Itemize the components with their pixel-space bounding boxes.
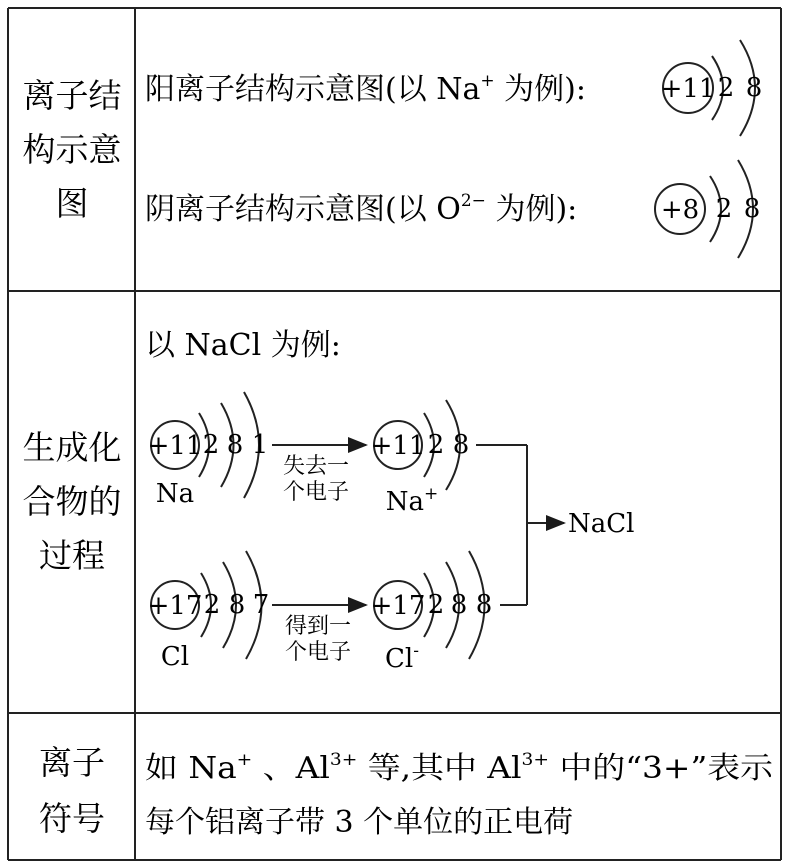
cation-nucleus-charge: +11: [660, 74, 716, 104]
na-atom-shell-2-count: 8: [226, 430, 244, 460]
cation-caption: [145, 71, 586, 107]
cl-atom-shell-2-count: 8: [228, 590, 246, 620]
na-atom-diagram: [148, 392, 269, 509]
cl-atom-label: Cl: [160, 642, 190, 672]
formation-header-line-2: 合物的: [22, 482, 122, 521]
anion-caption-charge: 2−: [460, 191, 486, 211]
anion-shell-2-count: 8: [743, 194, 761, 224]
cl-arrow-label-line-2: 个电子: [284, 640, 352, 665]
cl-ion-diagram: [371, 551, 493, 674]
cl-ion-shell-2-count: 8: [450, 590, 468, 620]
cl-ion-label: [385, 641, 419, 674]
na-ion-diagram: [371, 400, 470, 517]
cl-atom-diagram: [148, 551, 270, 672]
symbol-description-line-1: [145, 750, 774, 786]
symbol-line1-part4: 中的“3+”表示: [549, 751, 754, 786]
structure-header-line-2: 构示意: [22, 130, 122, 169]
cation-caption-prefix: 阳离子结构示意图(以 Na: [145, 72, 481, 107]
symbol-line1-al-charge-2: 3+: [521, 750, 547, 770]
row-symbol: [39, 743, 774, 840]
formation-header-line-1: 生成化: [22, 428, 122, 467]
structure-header-line-1: 离子结: [22, 76, 122, 115]
anion-caption-prefix: 阴离子结构示意图(以 O: [145, 192, 461, 227]
symbol-header-line-1: 离子: [39, 743, 105, 782]
symbol-header-line-2: 符号: [39, 799, 105, 838]
symbol-description-line-2: 每个铝离子带 3 个单位的正电荷: [145, 805, 574, 840]
symbol-line1-part1: 如 Na: [145, 751, 229, 786]
cl-atom-nucleus-charge: +17: [147, 591, 203, 621]
na-atom-nucleus-charge: +11: [147, 431, 203, 461]
anion-caption-suffix: 为例):: [485, 192, 578, 227]
anion-nucleus-charge: +8: [660, 195, 700, 225]
na-ion-shell-2-count: 8: [452, 430, 470, 460]
symbol-line1-part3: 等,其中 Al: [357, 751, 508, 786]
cl-ion-shell-3-count: 8: [475, 590, 493, 620]
cl-atom-shell-3-count: 7: [252, 590, 270, 620]
cl-ion-label-symbol: Cl: [385, 644, 414, 674]
symbol-line1-part2: 、Al: [252, 751, 324, 786]
formation-intro: 以 NaCl 为例:: [145, 328, 341, 363]
cl-ion-nucleus-charge: +17: [370, 591, 426, 621]
na-ion-label: [386, 484, 439, 517]
cation-caption-suffix: 为例):: [494, 72, 586, 107]
na-arrow-label-line-1: 失去一: [282, 454, 350, 479]
cl-ion-shell-1-count: 2: [427, 590, 445, 620]
na-ion-label-symbol: Na: [385, 487, 425, 517]
symbol-line1-al-charge: 3+: [329, 750, 355, 770]
anion-caption: [145, 191, 577, 227]
cl-atom-shell-1-count: 2: [203, 590, 221, 620]
anion-shell-1-count: 2: [715, 194, 733, 224]
na-atom-label: Na: [155, 479, 195, 509]
symbol-line1-na-charge: +: [236, 750, 251, 770]
combine-bracket: [476, 445, 564, 605]
anion-structure-diagram: [655, 160, 760, 258]
cl-arrow-label-line-1: 得到一: [284, 614, 352, 639]
na-ion-label-charge: +: [424, 484, 439, 504]
na-ion-shell-1-count: 2: [427, 430, 445, 460]
na-atom-shell-1-count: 2: [202, 430, 220, 460]
cation-shell-2-count: 8: [745, 73, 763, 103]
formation-header-line-3: 过程: [39, 536, 105, 575]
cation-shell-1-count: 2: [717, 73, 735, 103]
cation-structure-diagram: [661, 40, 763, 136]
row-formation: [23, 328, 635, 674]
cation-caption-charge: +: [480, 71, 495, 91]
na-arrow-label-line-2: 个电子: [282, 480, 350, 505]
row-structure: [23, 40, 763, 258]
structure-header-line-3: 图: [55, 184, 89, 223]
product-nacl: NaCl: [568, 509, 635, 539]
na-atom-shell-3-count: 1: [251, 430, 269, 460]
na-ion-nucleus-charge: +11: [370, 431, 426, 461]
cl-ion-label-charge: -: [413, 641, 419, 661]
